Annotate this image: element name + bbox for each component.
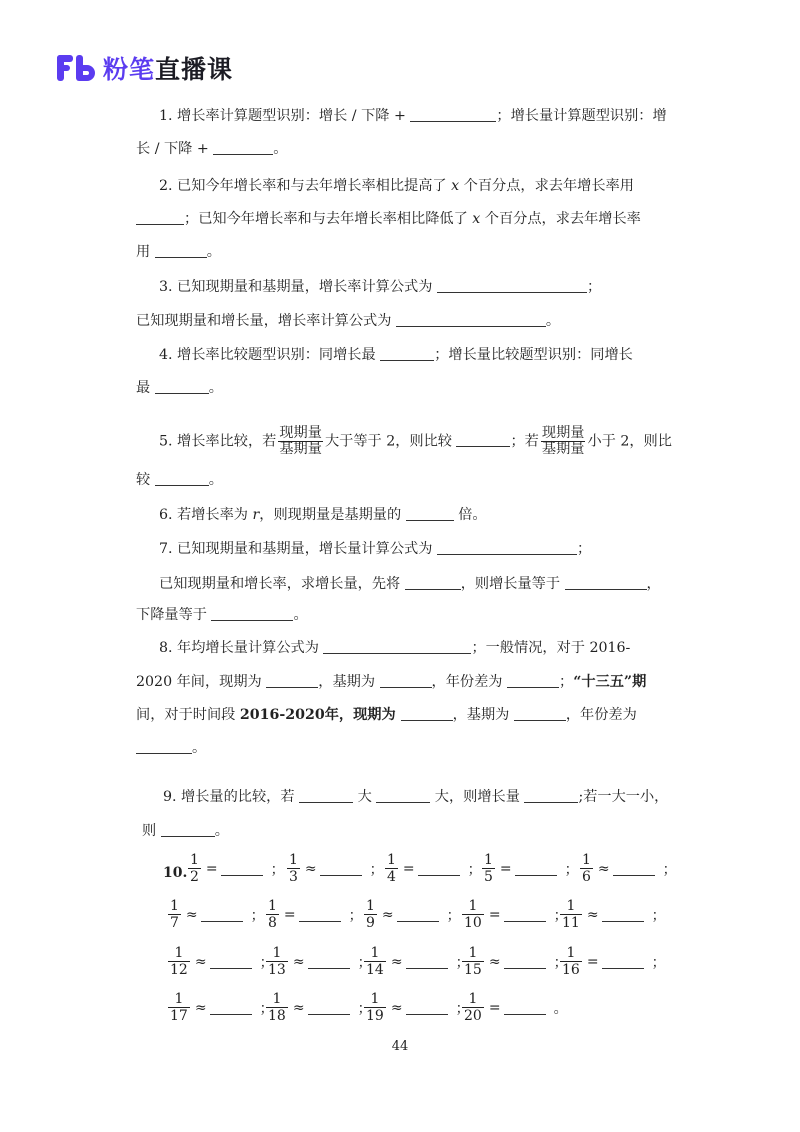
q5-line1: 5. 增长率比较，若 $\frac{\text{现期量}}{\text{基期量}}$ 大于等于 2，则比较 ；若 $\frac{\text{现期量}}{\text{基期量}}$ 小于 2，则比 (159, 425, 672, 457)
fraction: $\frac{1}{12}$ (170, 945, 188, 979)
blank[interactable] (515, 861, 557, 876)
q7-line2: 已知现期量和增长率，求增长量，先将 ，则增长量等于 ， (159, 576, 661, 592)
blank[interactable] (323, 639, 471, 654)
operator: = (499, 860, 512, 877)
blank[interactable] (201, 907, 243, 922)
separator: ； (357, 1000, 372, 1017)
q8-line3: 间，对于时间段 2016-2020年，现期为 ，基期为 ，年份差为 (136, 707, 637, 723)
operator: ≈ (381, 906, 394, 923)
operator: ≈ (597, 860, 610, 877)
separator: ； (455, 1000, 470, 1017)
q10-item (362, 898, 461, 931)
blank[interactable] (437, 278, 587, 293)
blank[interactable] (524, 788, 578, 803)
separator: ； (369, 861, 384, 878)
blank[interactable] (380, 346, 434, 361)
fraction: $\frac{1}{8}$ (268, 898, 277, 932)
separator: ； (259, 1000, 274, 1017)
fraction: $\frac{1}{18}$ (268, 991, 286, 1025)
q10-item (558, 945, 666, 978)
page-number: 44 (391, 1039, 409, 1054)
fraction: $\frac{1}{6}$ (582, 852, 591, 886)
blank[interactable] (613, 861, 655, 876)
blank[interactable] (213, 140, 273, 155)
blank[interactable] (299, 788, 353, 803)
blank[interactable] (456, 432, 510, 447)
separator: 。 (553, 1000, 568, 1017)
blank[interactable] (136, 739, 192, 754)
q2-line3: 用 。 (136, 244, 221, 260)
operator: = (488, 999, 501, 1016)
separator: ； (467, 861, 482, 878)
separator: ； (564, 861, 579, 878)
fraction: $\frac{1}{15}$ (464, 945, 482, 979)
blank[interactable] (405, 575, 461, 590)
blank[interactable] (410, 107, 496, 122)
operator: ≈ (586, 906, 599, 923)
blank[interactable] (211, 606, 293, 621)
q10-item (578, 852, 677, 885)
q10-item (264, 898, 363, 931)
separator: ； (348, 907, 363, 924)
ratio-fraction: $\frac{\text{现期量}}{\text{基期量}}$ (541, 425, 585, 457)
brand-product: 直播课 (155, 55, 234, 84)
blank[interactable] (155, 243, 207, 258)
operator: ≈ (304, 860, 317, 877)
operator: ≈ (390, 953, 403, 970)
q10-item (264, 991, 372, 1024)
fraction: $\frac{1}{10}$ (464, 898, 482, 932)
separator: ； (651, 907, 666, 924)
q10-item (166, 991, 274, 1024)
q1-line2: 长 / 下降 + 。 (136, 141, 288, 157)
blank[interactable] (376, 788, 430, 803)
q10-item (362, 945, 470, 978)
blank[interactable] (396, 312, 546, 327)
q9-line1: 9. 增长量的比较，若 大 大，则增长量 ;若一大一小， (163, 789, 669, 805)
fraction: $\frac{1}{16}$ (562, 945, 580, 979)
q10-item (186, 852, 285, 885)
blank[interactable] (507, 673, 559, 688)
q1-line1: 1. 增长率计算题型识别：增长 / 下降 + ；增长量计算题型识别：增 (159, 108, 667, 124)
blank[interactable] (299, 907, 341, 922)
blank[interactable] (221, 861, 263, 876)
blank[interactable] (418, 861, 460, 876)
q10-item (383, 852, 482, 885)
fraction: $\frac{1}{9}$ (366, 898, 375, 932)
fraction: $\frac{1}{20}$ (464, 991, 482, 1025)
fraction: $\frac{1}{14}$ (366, 945, 384, 979)
blank[interactable] (397, 907, 439, 922)
fraction: $\frac{1}{4}$ (387, 852, 396, 886)
q10-item (166, 898, 265, 931)
operator: ≈ (292, 953, 305, 970)
fraction: $\frac{1}{2}$ (190, 852, 199, 886)
separator: ； (446, 907, 461, 924)
fraction: $\frac{1}{7}$ (170, 898, 179, 932)
blank[interactable] (406, 954, 448, 969)
q4-line2: 最 。 (136, 380, 223, 396)
blank[interactable] (565, 575, 647, 590)
fraction: $\frac{1}{3}$ (289, 852, 298, 886)
separator: ； (662, 861, 677, 878)
q2-line2: ；已知今年增长率和与去年增长率相比降低了 x 个百分点，求去年增长率 (136, 209, 681, 229)
blank[interactable] (602, 954, 644, 969)
q7-line3: 下降量等于 。 (136, 607, 308, 623)
operator: ≈ (292, 999, 305, 1016)
blank[interactable] (380, 673, 432, 688)
q5-line2: 较 。 (136, 472, 223, 488)
q8-line1: 8. 年均增长量计算公式为 ；一般情况，对于 2016- (159, 640, 631, 656)
blank[interactable] (210, 1000, 252, 1015)
blank[interactable] (266, 673, 318, 688)
q10-item (285, 852, 384, 885)
q3-line2: 已知现期量和增长量，增长率计算公式为 。 (136, 313, 561, 329)
q10-label: 10. (163, 865, 188, 881)
blank[interactable] (504, 1000, 546, 1015)
q9-line2: 则 。 (142, 823, 229, 839)
operator: = (283, 906, 296, 923)
q10-item (460, 898, 568, 931)
fraction: $\frac{1}{17}$ (170, 991, 188, 1025)
operator: = (205, 860, 218, 877)
q10-item (264, 945, 372, 978)
separator: ； (357, 954, 372, 971)
operator: ≈ (488, 953, 501, 970)
blank[interactable] (308, 1000, 350, 1015)
blank[interactable] (136, 210, 184, 225)
separator: ； (651, 954, 666, 971)
blank[interactable] (401, 706, 453, 721)
q8-line2: 2020 年间，现期为 ，基期为 ，年份差为 ；“十三五”期 (136, 674, 647, 690)
blank[interactable] (406, 506, 454, 521)
q6-line1: 6. 若增长率为 r，则现期量是基期量的 倍。 (159, 507, 487, 523)
operator: = (402, 860, 415, 877)
fraction: $\frac{1}{11}$ (562, 898, 580, 932)
fraction: $\frac{1}{19}$ (366, 991, 384, 1025)
fraction: $\frac{1}{13}$ (268, 945, 286, 979)
fenbi-logo-icon (57, 53, 97, 83)
separator: ； (250, 907, 265, 924)
blank[interactable] (308, 954, 350, 969)
blank[interactable] (504, 907, 546, 922)
q10-item (362, 991, 470, 1024)
q8-line4: 。 (136, 738, 681, 758)
brand-logo (57, 51, 233, 85)
blank[interactable] (504, 954, 546, 969)
q10-item (558, 898, 666, 931)
q10-item (460, 991, 568, 1024)
blank[interactable] (406, 1000, 448, 1015)
q10-item (166, 945, 274, 978)
ratio-fraction: $\frac{\text{现期量}}{\text{基期量}}$ (279, 425, 322, 457)
separator: ； (553, 954, 568, 971)
q4-line1: 4. 增长率比较题型识别：同增长最 ；增长量比较题型识别：同增长 (159, 347, 633, 363)
operator: ≈ (185, 906, 198, 923)
operator: ≈ (390, 999, 403, 1016)
blank[interactable] (155, 379, 209, 394)
separator: ； (259, 954, 274, 971)
blank[interactable] (602, 907, 644, 922)
separator: ； (455, 954, 470, 971)
fraction: $\frac{1}{5}$ (484, 852, 493, 886)
blank[interactable] (155, 471, 209, 486)
blank[interactable] (320, 861, 362, 876)
separator: ； (553, 907, 568, 924)
blank[interactable] (161, 822, 215, 837)
separator: ； (270, 861, 285, 878)
q10-item (460, 945, 568, 978)
q3-line1: 3. 已知现期量和基期量，增长率计算公式为 ； (159, 279, 602, 295)
q10-item (480, 852, 579, 885)
blank[interactable] (514, 706, 566, 721)
blank[interactable] (210, 954, 252, 969)
operator: ≈ (194, 999, 207, 1016)
operator: = (586, 953, 599, 970)
operator: ≈ (194, 953, 207, 970)
q7-line1: 7. 已知现期量和基期量，增长量计算公式为 ； (159, 541, 592, 557)
operator: = (488, 906, 501, 923)
brand-name: 粉笔 (103, 55, 156, 84)
q2-line1: 2. 已知今年增长率和与去年增长率相比提高了 x 个百分点，求去年增长率用 (159, 178, 634, 194)
blank[interactable] (437, 540, 577, 555)
